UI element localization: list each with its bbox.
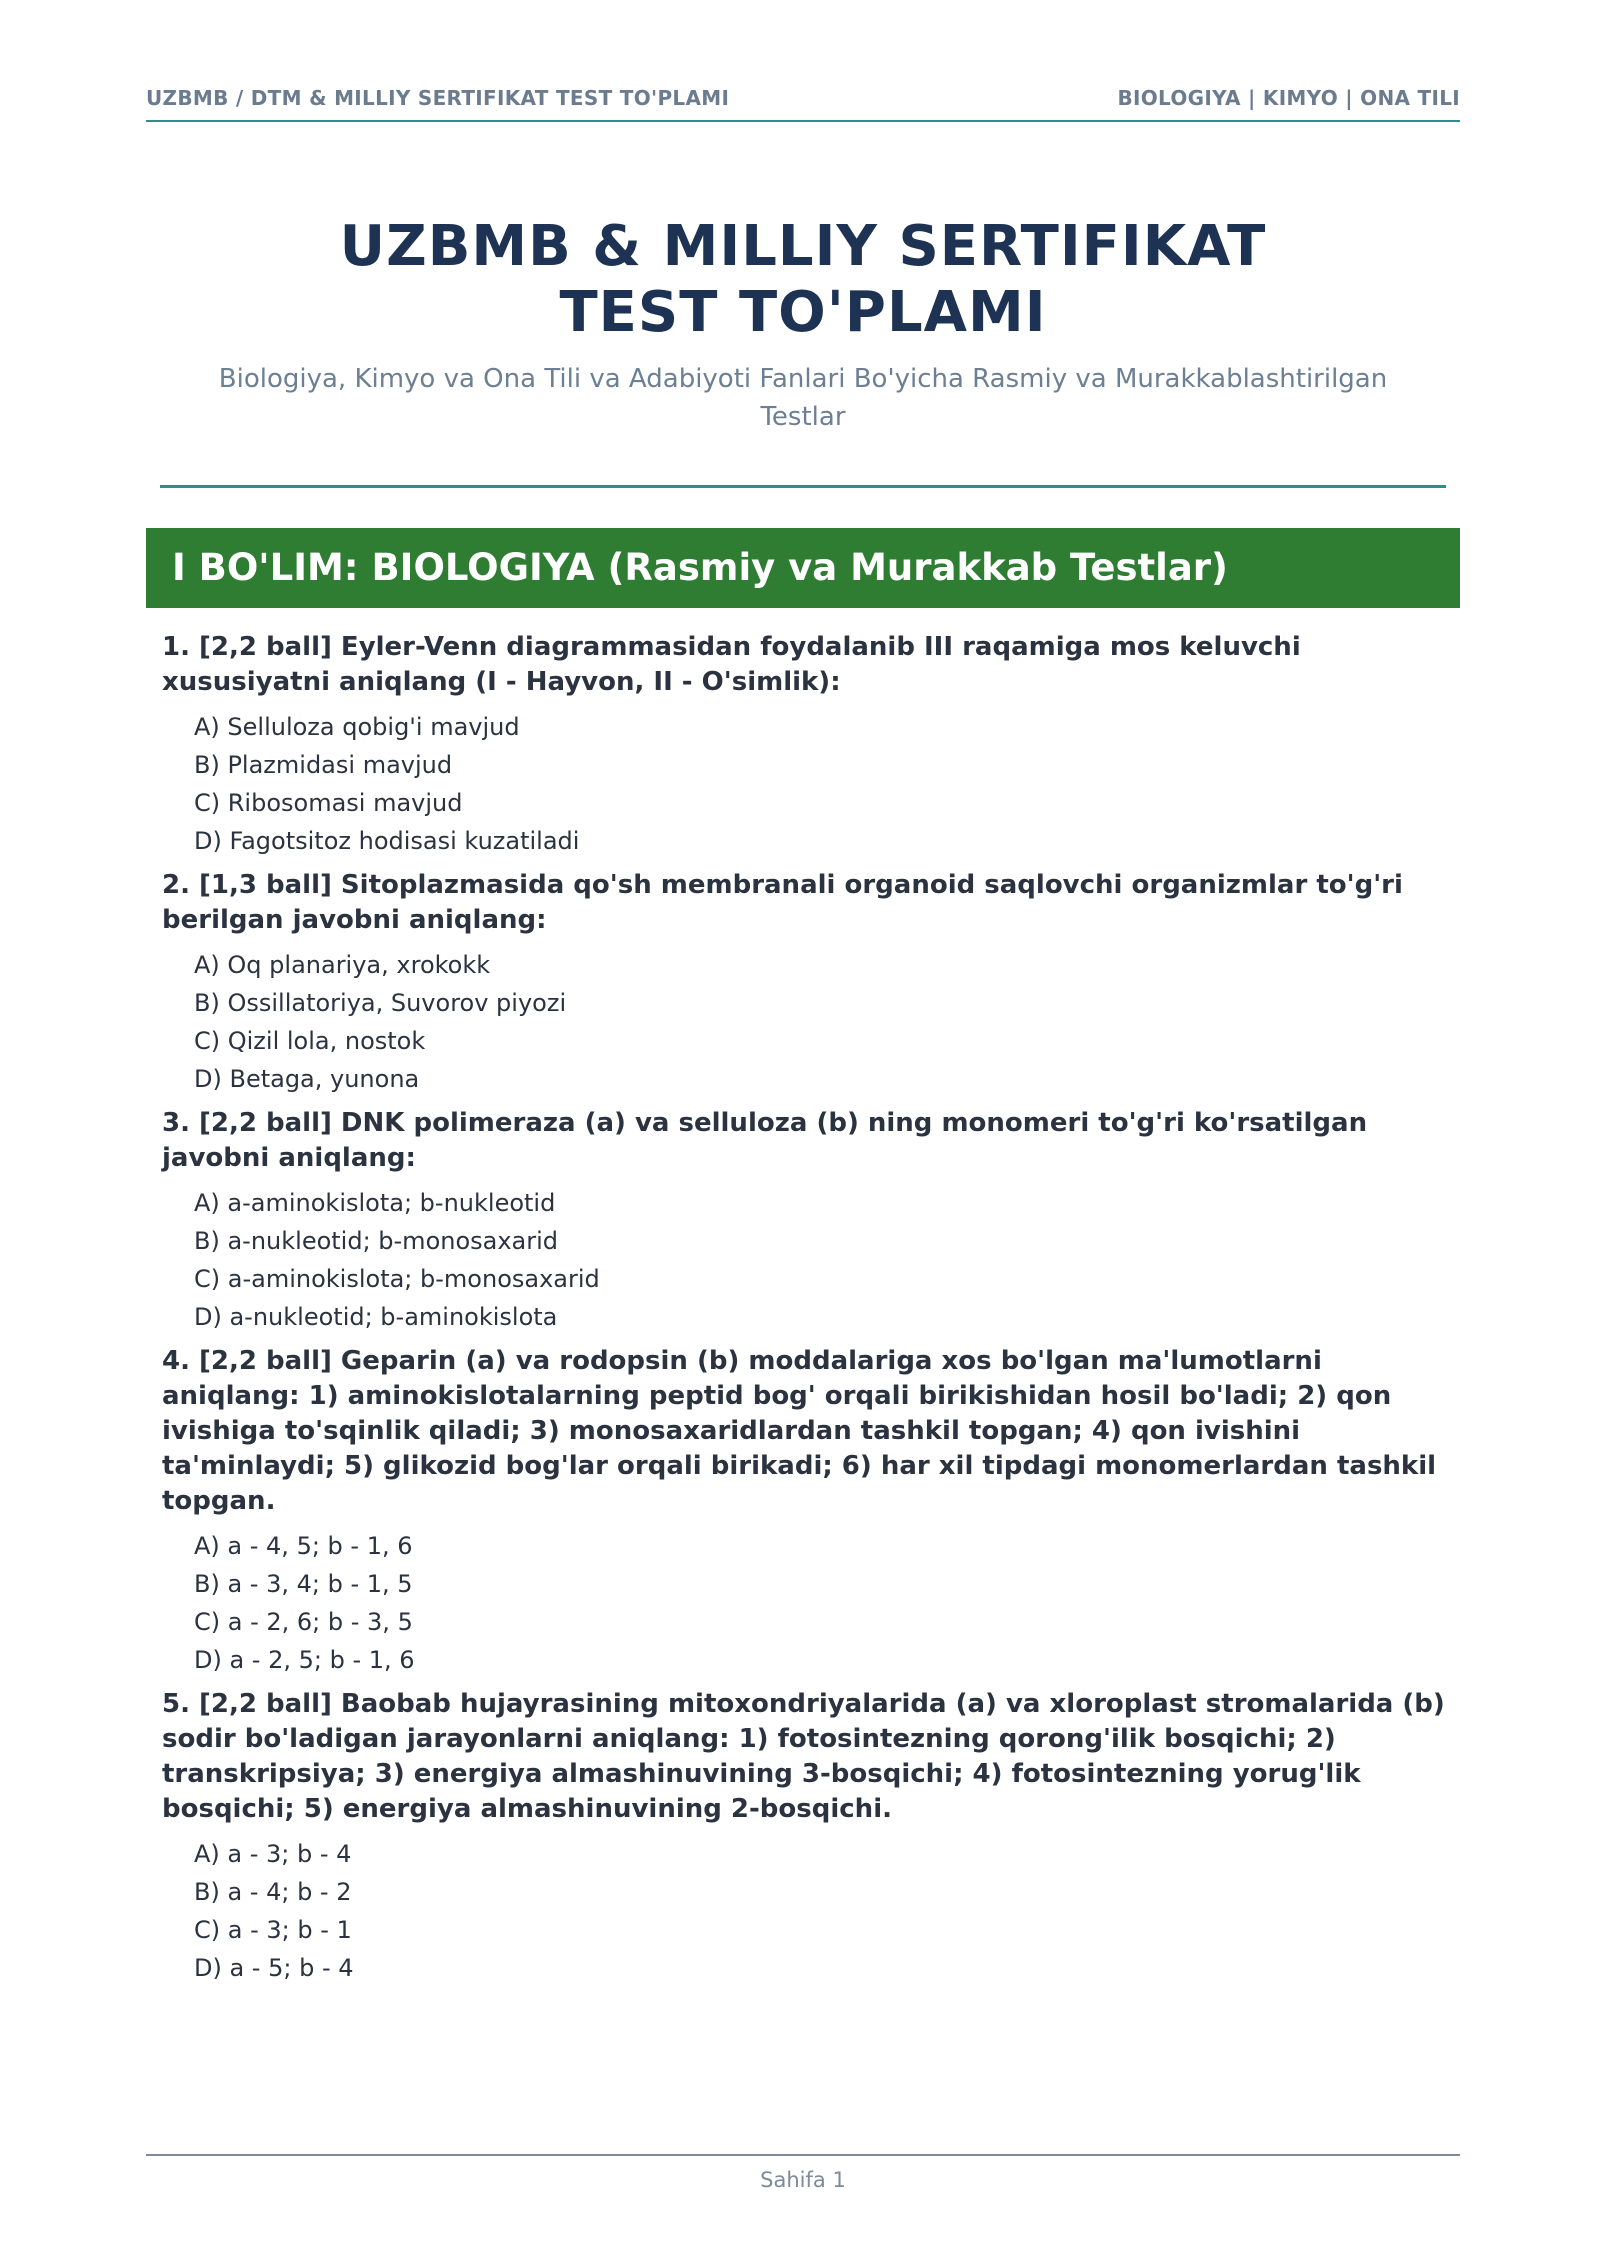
question-list [162, 630, 1452, 1987]
question-text: 3. [2,2 ball] DNK polimeraza (a) va selluloza (b) ning monomeri to'g'ri ko'rsatilgan javobni aniqlang: [162, 1108, 1368, 1173]
running-header [146, 86, 1460, 122]
answer-option: A) Oq planariya, xrokokk [194, 951, 491, 979]
answer-options [162, 1835, 1452, 1987]
answer-options [162, 1184, 1452, 1336]
page-number: Sahifa 1 [760, 2168, 846, 2192]
answer-option: D) a-nukleotid; b-aminokislota [194, 1303, 558, 1331]
question-text: 5. [2,2 ball] Baobab hujayrasining mitoxondriyalarida (a) va xloroplast stromalarida (b) sodir bo'ladigan jarayonlarni aniqlang: 1) fotosintezning qorong'ilik bosqichi; 2) transkripsiya; 3) energiya almashinuvining 3-bosqichi; 4) fotosintezning yorug'lik bosqichi; 5) energiya almashinuvining 2-bosqichi. [162, 1689, 1445, 1824]
question-item [162, 630, 1452, 860]
answer-option: B) Plazmidasi mavjud [194, 751, 453, 779]
answer-option: D) Fagotsitoz hodisasi kuzatiladi [194, 827, 580, 855]
title-block [146, 214, 1460, 436]
answer-option: D) Betaga, yunona [194, 1065, 420, 1093]
answer-option: B) a - 4; b - 2 [194, 1878, 352, 1906]
section-heading: I BO'LIM: BIOLOGIYA (Rasmiy va Murakkab Testlar) [146, 528, 1460, 608]
answer-option: A) a-aminokislota; b-nukleotid [194, 1189, 556, 1217]
answer-option: B) a-nukleotid; b-monosaxarid [194, 1227, 559, 1255]
answer-option: B) a - 3, 4; b - 1, 5 [194, 1570, 413, 1598]
question-text: 4. [2,2 ball] Geparin (a) va rodopsin (b) moddalariga xos bo'lgan ma'lumotlarni aniqlang: 1) aminokislotalarning peptid bog' orqali birikishidan hosil bo'ladi; 2) qon ivishiga to'sqinlik qiladi; 3) monosaxaridlardan tashkil topgan; 4) qon ivishini ta'minlaydi; 5) glikozid bog'lar orqali birikadi; 6) har xil tipdagi monomerlardan tashkil topgan. [162, 1346, 1437, 1516]
answer-option: B) Ossillatoriya, Suvorov piyozi [194, 989, 567, 1017]
answer-option: A) Selluloza qobig'i mavjud [194, 713, 520, 741]
answer-option: C) a - 2, 6; b - 3, 5 [194, 1608, 413, 1636]
answer-option: A) a - 4, 5; b - 1, 6 [194, 1532, 413, 1560]
title-divider [160, 485, 1446, 488]
question-item [162, 868, 1452, 1098]
answer-option: D) a - 2, 5; b - 1, 6 [194, 1646, 415, 1674]
document-subtitle: Biologiya, Kimyo va Ona Tili va Adabiyoti Fanlari Bo'yicha Rasmiy va Murakkablashtirilgan Testlar [218, 364, 1388, 432]
question-item [162, 1344, 1452, 1679]
answer-option: C) a - 3; b - 1 [194, 1916, 352, 1944]
header-left-text: UZBMB / DTM & MILLIY SERTIFIKAT TEST TO'PLAMI [146, 86, 730, 110]
answer-option: C) Qizil lola, nostok [194, 1027, 426, 1055]
answer-options [162, 946, 1452, 1098]
footer-divider [146, 2154, 1460, 2156]
question-item [162, 1106, 1452, 1336]
answer-options [162, 1527, 1452, 1679]
answer-option: D) a - 5; b - 4 [194, 1954, 354, 1982]
document-title: UZBMB & MILLIY SERTIFIKAT TEST TO'PLAMI [339, 214, 1267, 345]
answer-options [162, 708, 1452, 860]
answer-option: C) a-aminokislota; b-monosaxarid [194, 1265, 600, 1293]
answer-option: A) a - 3; b - 4 [194, 1840, 352, 1868]
question-text: 1. [2,2 ball] Eyler-Venn diagrammasidan foydalanib III raqamiga mos keluvchi xususiyatni aniqlang (I - Hayvon, II - O'simlik): [162, 632, 1301, 697]
question-text: 2. [1,3 ball] Sitoplazmasida qo'sh membranali organoid saqlovchi organizmlar to'g'ri berilgan javobni aniqlang: [162, 870, 1403, 935]
header-right-text: BIOLOGIYA | KIMYO | ONA TILI [1117, 86, 1460, 110]
question-item [162, 1687, 1452, 1987]
answer-option: C) Ribosomasi mavjud [194, 789, 463, 817]
